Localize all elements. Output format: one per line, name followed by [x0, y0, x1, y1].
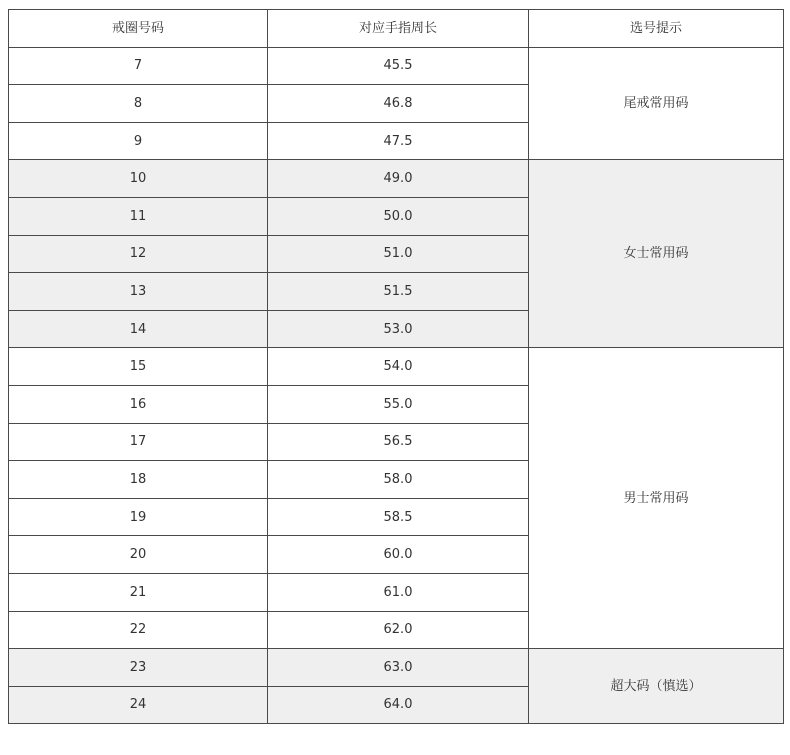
- ring-size-cell: 10: [9, 160, 268, 198]
- circumference-cell: 61.0: [268, 573, 529, 611]
- circumference-cell: 46.8: [268, 85, 529, 123]
- ring-size-cell: 14: [9, 310, 268, 348]
- circumference-cell: 63.0: [268, 649, 529, 687]
- ring-size-cell: 20: [9, 536, 268, 574]
- circumference-cell: 58.5: [268, 498, 529, 536]
- ring-size-cell: 9: [9, 122, 268, 160]
- ring-size-cell: 7: [9, 47, 268, 85]
- circumference-cell: 53.0: [268, 310, 529, 348]
- circumference-cell: 45.5: [268, 47, 529, 85]
- ring-size-cell: 12: [9, 235, 268, 273]
- circumference-cell: 49.0: [268, 160, 529, 198]
- circumference-cell: 47.5: [268, 122, 529, 160]
- ring-size-cell: 8: [9, 85, 268, 123]
- table-body: [9, 47, 784, 724]
- size-hint-cell: 超大码（慎选）: [529, 649, 784, 724]
- table-row: [9, 160, 784, 198]
- circumference-cell: 60.0: [268, 536, 529, 574]
- ring-size-cell: 23: [9, 649, 268, 687]
- circumference-cell: 50.0: [268, 197, 529, 235]
- ring-size-cell: 15: [9, 348, 268, 386]
- size-hint-cell: 女士常用码: [529, 160, 784, 348]
- circumference-cell: 62.0: [268, 611, 529, 649]
- table-header: [9, 10, 784, 48]
- table-row: [9, 649, 784, 687]
- size-hint-cell: 男士常用码: [529, 348, 784, 649]
- ring-size-cell: 24: [9, 686, 268, 724]
- ring-size-table: [8, 9, 784, 724]
- ring-size-cell: 13: [9, 273, 268, 311]
- ring-size-cell: 16: [9, 385, 268, 423]
- ring-size-cell: 18: [9, 461, 268, 499]
- header-size-hint: 选号提示: [529, 10, 784, 48]
- circumference-cell: 55.0: [268, 385, 529, 423]
- circumference-cell: 58.0: [268, 461, 529, 499]
- circumference-cell: 64.0: [268, 686, 529, 724]
- circumference-cell: 51.5: [268, 273, 529, 311]
- size-hint-cell: 尾戒常用码: [529, 47, 784, 160]
- circumference-cell: 56.5: [268, 423, 529, 461]
- ring-size-cell: 21: [9, 573, 268, 611]
- circumference-cell: 51.0: [268, 235, 529, 273]
- header-finger-circumference: 对应手指周长: [268, 10, 529, 48]
- table-row: [9, 348, 784, 386]
- circumference-cell: 54.0: [268, 348, 529, 386]
- header-ring-size: 戒圈号码: [9, 10, 268, 48]
- ring-size-cell: 19: [9, 498, 268, 536]
- ring-size-cell: 17: [9, 423, 268, 461]
- ring-size-cell: 11: [9, 197, 268, 235]
- table-row: [9, 47, 784, 85]
- ring-size-cell: 22: [9, 611, 268, 649]
- header-row: [9, 10, 784, 48]
